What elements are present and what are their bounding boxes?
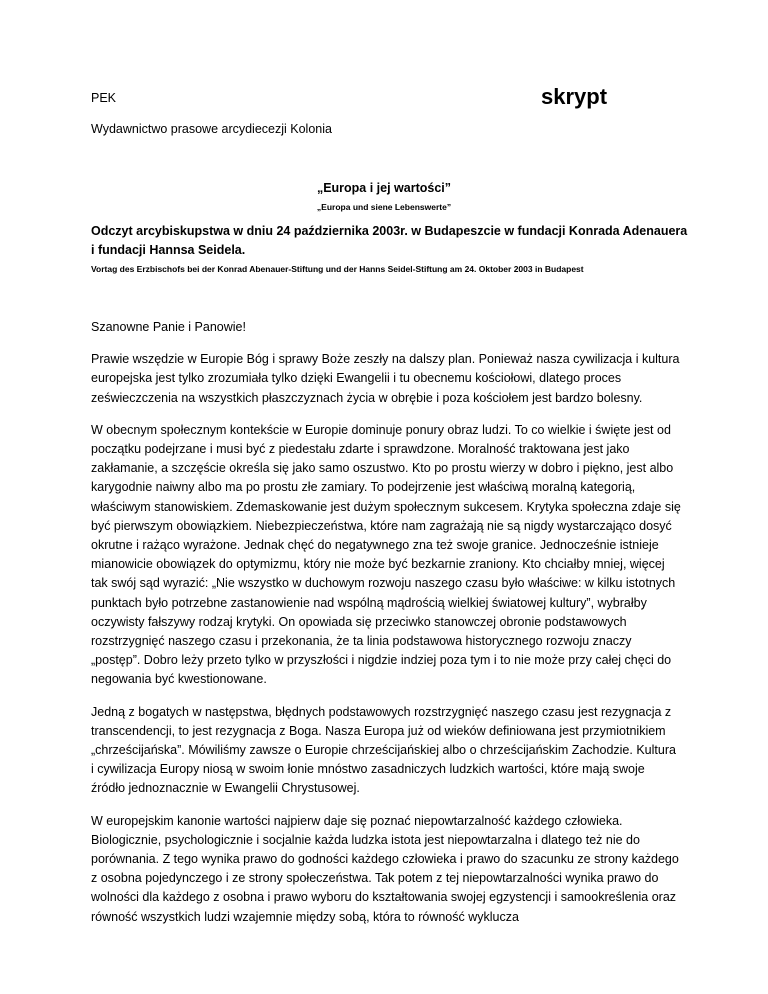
salutation: Szanowne Panie i Panowie! — [91, 320, 246, 334]
paragraph: W europejskim kanonie wartości najpierw daje się poznać niepowtarzalność każdego człowieka. Biologicznie, psychologicznie i socjalnie każda ludzka istota jest niepowtarzalna i dlatego też nie do porównania. Z tego wynika prawo do godności każdego człowieka i prawo do szacunku ze strony każdego z osobna pojedynczego i ze strony społeczeństwa. Tak potem z tej niepowtarzalności wynika prawo do wolności dla każdego z osobna i prawo wyboru do kształtowania swojej egzystencji i samookreślenia oraz równość wszystkich ludzi wzajemnie między sobą, która to równość wyklucza — [91, 813, 679, 924]
document-title: „Europa i jej wartości” — [316, 181, 452, 195]
header-document-type: skrypt — [541, 84, 608, 109]
paragraph: Jedną z bogatych w następstwa, błędnych podstawowych rozstrzygnięć naszego czasu jest rezygnacja z transcendencji, to jest rezygnacja z Boga. Nasza Europa już od wieków definiowana jest przymiotnikiem „chrześcijańska”. Mówiliśmy zawsze o Europie chrześcijańskiej albo o chrześcijańskim Zachodzie. Kultura i cywilizacja Europy niosą w swoim łonie mnóstwo zasadniczych ludzkich wartości, które mają swoje źródło jednoznacznie w Ewangelii Chrystusowej. — [91, 704, 676, 796]
lecture-info: Odczyt arcybiskupstwa w dniu 24 października 2003r. w Budapeszcie w fundacji Konrada Adenauera i fundacji Hannsa Seidela. — [91, 224, 688, 257]
paragraph: W obecnym społecznym kontekście w Europie dominuje ponury obraz ludzi. To co wielkie i święte jest od początku podejrzane i musi być z piedestału zdarte i sprawdzone. Moralność traktowana jest jako zakłamanie, a szczęście określa się jako samo oszustwo. Kto po prostu wierzy w dobro i piękno, jest albo karygodnie naiwny albo ma po prostu złe zamiary. To podejrzenie jest właściwą moralną kategorią, właściwym stanowiskiem. Zdemaskowanie jest dużym społecznym sukcesem. Krytyka społeczna zdaje się być pierwszym obowiązkiem. Niebezpieczeństwa, które nam zagrażają nie są nigdy wystarczająco dosyć okrutne i rażąco wyrażone. Jednak chęć do negatywnego zna też swoje granice. Jednocześnie istnieje mianowicie obowiązek do optymizmu, który nie może być bezkarnie zraniony. Kto chciałby mniej, więcej tak swój sąd wyrazić: „Nie wszystko w duchowym rozwoju naszego czasu było właściwe: w kilku istotnych punktach było potrzebne zastanowienie nad wspólną mądrością wielkiej światowej kultury”, wybrałby oczywisty fałszywy rodzaj krytyki. On opowiada się przeciwko stanowczej obronie podstawowych rozstrzygnięć naszego czasu i przekonania, że ta linia podstawowa historycznego rozwoju znaczy „postęp”. Dobro leży przeto tylko w przyszłości i nigdzie indziej poza tym i to nie może przy całej chęci do negowania być kwestionowane. — [91, 422, 681, 687]
lecture-info-german: Vortag des Erzbischofs bei der Konrad Abenauer-Stiftung und der Hanns Seidel-Stiftung am 24. Oktober 2003 in Budapest — [91, 264, 584, 274]
paragraph: Prawie wszędzie w Europie Bóg i sprawy Boże zeszły na dalszy plan. Ponieważ nasza cywilizacja i kultura europejska jest tylko zrozumiała tylko dzięki Ewangelii i tu obecnemu kościołowi, dlatego proces ześwieczczenia na wszystkich płaszczyznach życia w obrębie i poza kościołem jest bardzo bolesny. — [91, 352, 680, 405]
document-title-german: „Europa und siene Lebenswerte” — [316, 202, 452, 212]
publisher-name: Wydawnictwo prasowe arcydiecezji Kolonia — [91, 122, 332, 136]
document-body — [91, 318, 681, 940]
header-abbreviation: PEK — [91, 91, 117, 105]
